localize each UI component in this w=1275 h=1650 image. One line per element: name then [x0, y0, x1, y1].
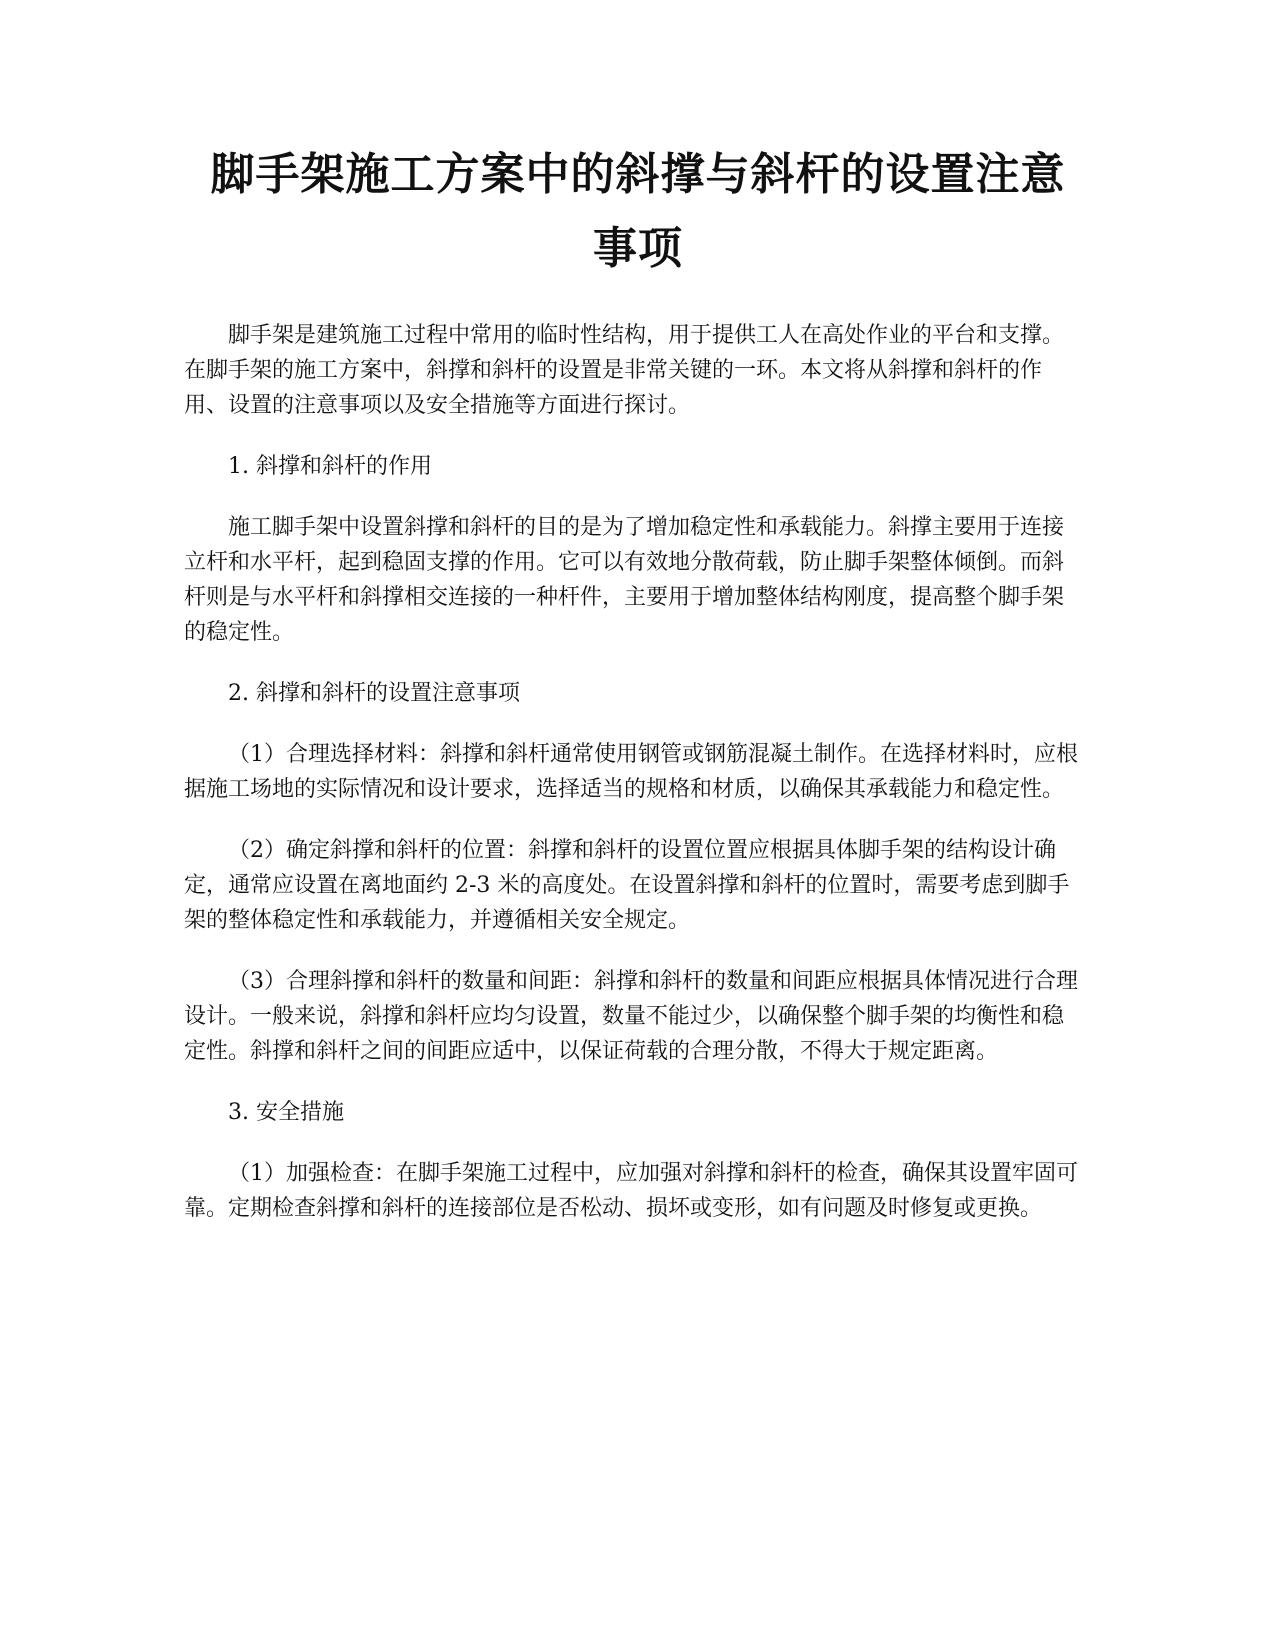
section-heading-3: 3. 安全措施: [228, 1100, 344, 1125]
section-2-item-1: （1）合理选择材料：斜撑和斜杆通常使用钢管或钢筋混凝土制作。在选择材料时，应根据施工场地的实际情况和设计要求，选择适当的规格和材质，以确保其承载能力和稳定性。: [184, 742, 1078, 802]
document-body: [184, 318, 1084, 1252]
section-1-paragraph: 施工脚手架中设置斜撑和斜杆的目的是为了增加稳定性和承载能力。斜撑主要用于连接立杆和水平杆，起到稳固支撑的作用。它可以有效地分散荷载，防止脚手架整体倾倒。而斜杆则是与水平杆和斜撑相交连接的一种杆件，主要用于增加整体结构刚度，提高整个脚手架的稳定性。: [184, 515, 1065, 645]
intro-paragraph: 脚手架是建筑施工过程中常用的临时性结构，用于提供工人在高处作业的平台和支撑。在脚手架的施工方案中，斜撑和斜杆的设置是非常关键的一环。本文将从斜撑和斜杆的作用、设置的注意事项以及安全措施等方面进行探讨。: [184, 323, 1065, 418]
title-line-1: 脚手架施工方案中的斜撑与斜杆的设置注意: [210, 149, 1066, 200]
section-2-item-2: （2）确定斜撑和斜杆的位置：斜撑和斜杆的设置位置应根据具体脚手架的结构设计确定，通常应设置在离地面约 2-3 米的高度处。在设置斜撑和斜杆的位置时，需要考虑到脚手架的整体稳定性和承载能力，并遵循相关安全规定。: [184, 838, 1070, 933]
section-heading-2: 2. 斜撑和斜杆的设置注意事项: [228, 681, 520, 706]
section-heading-1: 1. 斜撑和斜杆的作用: [228, 454, 432, 479]
section-3-item-1: （1）加强检查：在脚手架施工过程中，应加强对斜撑和斜杆的检查，确保其设置牢固可靠。定期检查斜撑和斜杆的连接部位是否松动、损坏或变形，如有问题及时修复或更换。: [184, 1161, 1078, 1221]
title-line-2: 事项: [593, 223, 683, 274]
section-2-item-3: （3）合理斜撑和斜杆的数量和间距：斜撑和斜杆的数量和间距应根据具体情况进行合理设计。一般来说，斜撑和斜杆应均匀设置，数量不能过少，以确保整个脚手架的均衡性和稳定性。斜撑和斜杆之间的间距应适中，以保证荷载的合理分散，不得大于规定距离。: [184, 969, 1078, 1064]
document-title: [180, 138, 1096, 286]
